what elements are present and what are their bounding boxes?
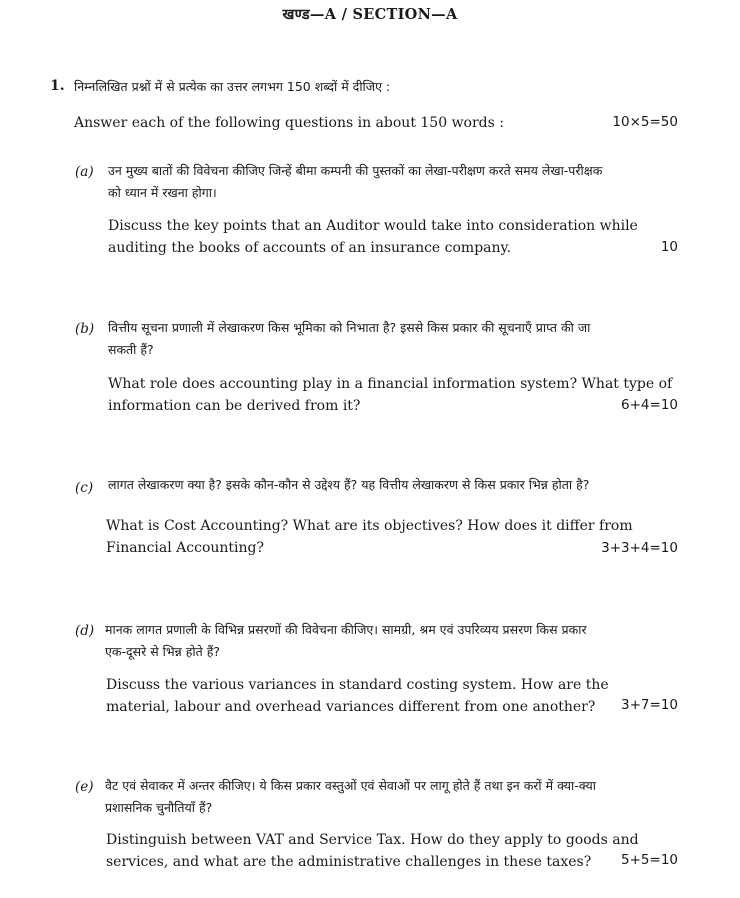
question-number: 1.: [50, 78, 65, 94]
part-a-hindi: [108, 160, 668, 204]
part-b-english-line-2: information can be derived from it?: [108, 398, 361, 414]
part-a-marks: 10: [660, 239, 678, 255]
part-c-marks: 3+3+4=10: [601, 540, 678, 556]
part-e-english-line-1: Distinguish between VAT and Service Tax. How do they apply to goods and: [106, 832, 639, 848]
part-c-english-line-1: What is Cost Accounting? What are its objectives? How does it differ from: [106, 518, 633, 534]
part-c-english: [106, 515, 666, 559]
part-d-label: (d): [75, 623, 95, 639]
part-d-english: [106, 674, 666, 718]
part-e-label: (e): [75, 779, 94, 795]
section-heading: खण्ड—A / SECTION—A: [282, 6, 458, 23]
part-a-hindi-line-1: उन मुख्य बातों की विवेचना कीजिए जिन्हें बीमा कम्पनी की पुस्तकों का लेखा-परीक्षण करते समय लेखा-परीक्षक: [108, 163, 603, 178]
part-b-hindi: [108, 317, 668, 361]
part-a-english: [108, 215, 668, 259]
part-e-hindi-line-2: प्रशासनिक चुनौतियाँ हैं?: [105, 800, 213, 815]
part-a-label: (a): [75, 164, 94, 180]
part-d-marks: 3+7=10: [621, 697, 678, 713]
part-e-marks: 5+5=10: [621, 852, 678, 868]
instruction-hindi: निम्नलिखित प्रश्नों में से प्रत्येक का उत्तर लगभग 150 शब्दों में दीजिए :: [74, 79, 391, 94]
part-d-hindi-line-1: मानक लागत प्रणाली के विभिन्न प्रसरणों की विवेचना कीजिए। सामग्री, श्रम एवं उपरिव्यय प्रसरण किस प्रकार: [105, 622, 587, 637]
part-e-english: [106, 829, 666, 873]
part-a-english-line-1: Discuss the key points that an Auditor would take into consideration while: [108, 218, 638, 234]
part-b-english-line-1: What role does accounting play in a financial information system? What type of: [108, 376, 673, 392]
part-b-english: [108, 373, 678, 417]
part-a-english-line-2: auditing the books of accounts of an insurance company.: [108, 240, 512, 256]
part-b-hindi-line-1: वित्तीय सूचना प्रणाली में लेखाकरण किस भूमिका को निभाता है? इससे किस प्रकार की सूचनाएँ प्राप्त की जा: [108, 320, 591, 335]
part-d-hindi: [105, 619, 675, 663]
part-a-hindi-line-2: को ध्यान में रखना होगा।: [108, 185, 217, 200]
total-marks: 10×5=50: [612, 114, 678, 130]
part-c-english-line-2: Financial Accounting?: [106, 540, 265, 556]
part-b-label: (b): [75, 321, 95, 337]
part-e-english-line-2: services, and what are the administrative challenges in these taxes?: [106, 854, 592, 870]
part-d-hindi-line-2: एक-दूसरे से भिन्न होते हैं?: [105, 644, 220, 659]
instruction-english: Answer each of the following questions in about 150 words :: [74, 115, 504, 131]
part-e-hindi: [105, 775, 685, 819]
part-b-marks: 6+4=10: [621, 397, 678, 413]
part-c-hindi: [108, 474, 688, 496]
part-c-hindi-line-1: लागत लेखाकरण क्या है? इसके कौन-कौन से उद्देश्य हैं? यह वित्तीय लेखाकरण से किस प्रकार भिन्न होता है?: [108, 477, 590, 492]
part-c-label: (c): [75, 480, 94, 496]
part-b-hindi-line-2: सकती हैं?: [108, 342, 154, 357]
part-e-hindi-line-1: वैट एवं सेवाकर में अन्तर कीजिए। ये किस प्रकार वस्तुओं एवं सेवाओं पर लागू होते हैं तथा इन करों में क्या-क्या: [105, 778, 596, 793]
part-d-english-line-1: Discuss the various variances in standard costing system. How are the: [106, 677, 609, 693]
part-d-english-line-2: material, labour and overhead variances different from one another?: [106, 699, 596, 715]
